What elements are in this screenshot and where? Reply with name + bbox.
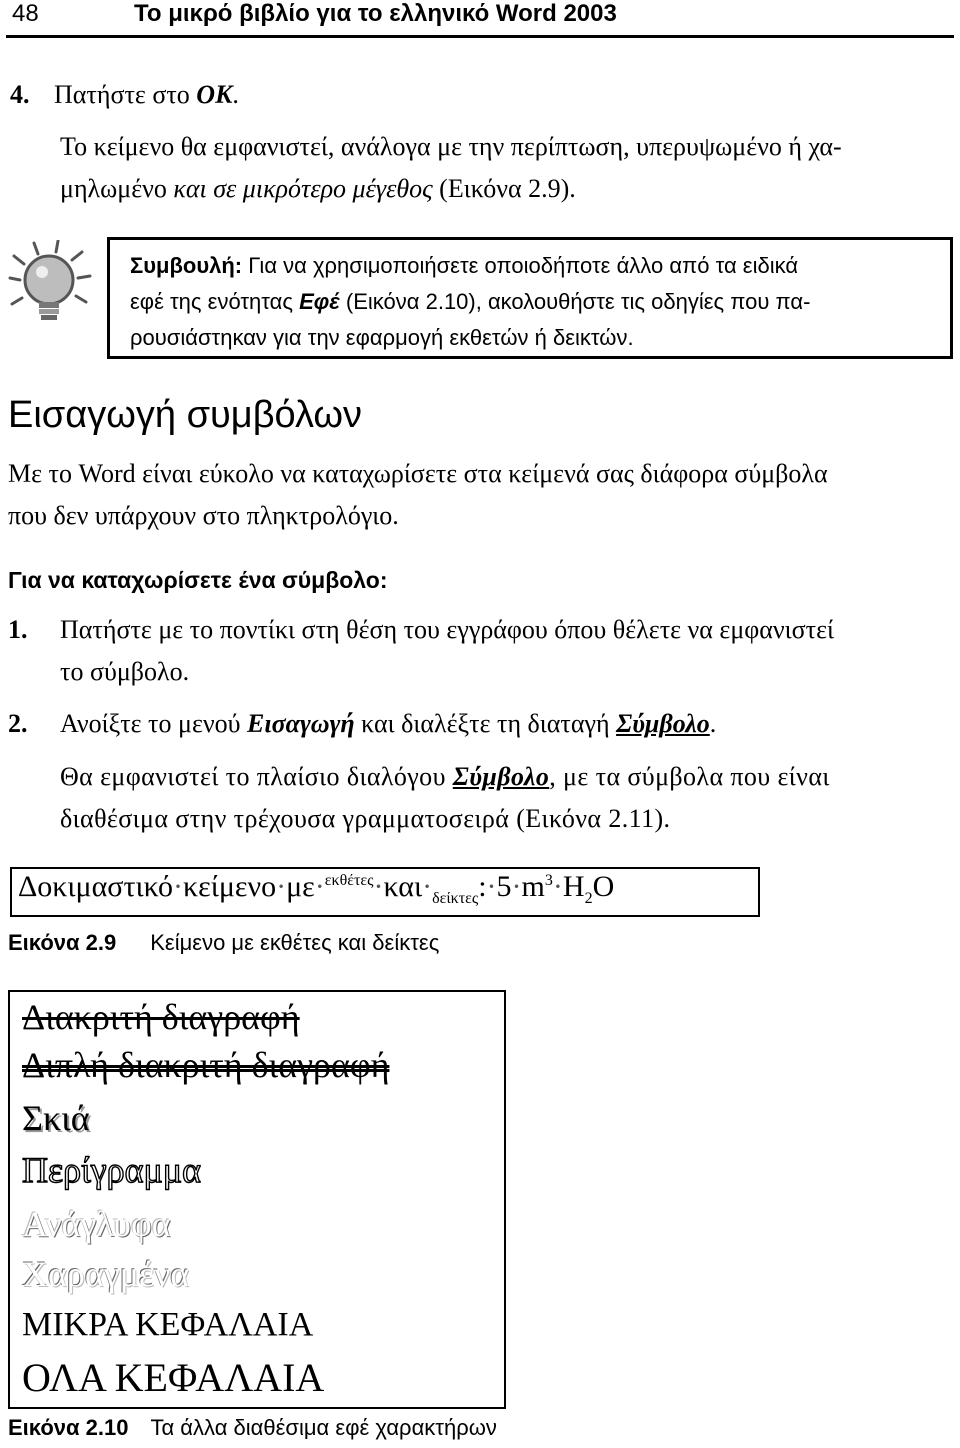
- tip-line: ρουσιάστηκαν για την εφαρμογή εκθετών ή δεικτών.: [130, 325, 634, 350]
- paragraph-line: [60, 756, 830, 798]
- step-1: [8, 609, 28, 651]
- subscript-text: δείκτες: [432, 890, 479, 907]
- paragraph-line: το σύμβολο.: [60, 657, 190, 686]
- text-run: (Εικόνα 2.10), ακολουθήστε τις οδηγίες που πα-: [339, 289, 811, 314]
- text-run: Ανοίξτε το μενού: [60, 709, 247, 738]
- paragraph-line: Το κείμενο θα εμφανιστεί, ανάλογα με την περίπτωση, υπερυψωμένο ή χα-: [60, 132, 842, 161]
- paragraph-1: [60, 126, 842, 210]
- caption-text: Κείμενο με εκθέτες και δείκτες: [150, 930, 440, 955]
- ok-label: ΟΚ: [196, 80, 233, 109]
- caption-text: Τα άλλα διαθέσιμα εφέ χαρακτήρων: [150, 1415, 497, 1440]
- step-text: Πατήστε στο: [54, 80, 197, 109]
- word: H: [562, 870, 585, 903]
- text-run: Για να χρησιμοποιήσετε οποιοδήποτε άλλο από τα ειδικά: [242, 253, 799, 278]
- caption-number: Εικόνα 2.10: [8, 1415, 129, 1440]
- exponent: 3: [544, 872, 553, 889]
- section-title: Εισαγωγή συμβόλων: [8, 394, 363, 436]
- effect-emboss: Ανάγλυφα: [22, 1204, 171, 1244]
- effect-engrave: Χαραγμένα: [22, 1254, 190, 1294]
- figure-2-9-text: $\Delta o\kappa\iota\mu\alpha\sigma\tau\iota\kappa ό\cdot\kappa\varepsilon ί\mu\varepsilon\nu o\cdot\mu\varepsilon\cdot^{\varepsilon\kappa\theta έ\tau\varepsilon\varsigma}\cdot\kappa\alpha\iota\cdot_{\delta\varepsilon ί\kappa\tau\varepsilon\varsigma}:\cdot 5\cdot m^3\cdot H_2O$: [18, 870, 615, 907]
- menu-name: Εισαγωγή: [247, 709, 355, 738]
- tip-label: Συμβουλή:: [130, 253, 243, 278]
- paragraph-line: διαθέσιμα στην τρέχουσα γραμματοσειρά (Εικόνα 2.11).: [60, 804, 671, 833]
- figure-2-9-caption: [8, 930, 439, 956]
- effect-strikethrough: Διακριτή διαγραφή: [22, 997, 300, 1037]
- header-rule: [6, 35, 954, 38]
- step-number: 2.: [8, 709, 28, 738]
- word: m: [521, 870, 545, 903]
- word: 5: [496, 870, 512, 903]
- book-title: Το μικρό βιβλίο για το ελληνικό Word 2003: [134, 0, 617, 27]
- colon: :: [478, 870, 487, 903]
- paragraph-line: που δεν υπάρχουν στο πληκτρολόγιο.: [8, 501, 399, 530]
- text-run: και διαλέξτε τη διαταγή: [354, 709, 617, 738]
- word: με: [286, 870, 315, 903]
- subheading: Για να καταχωρίσετε ένα σύμβολο:: [8, 567, 388, 593]
- intro-paragraph: [8, 453, 828, 537]
- step-2-text: [60, 703, 716, 745]
- paragraph-line: [60, 168, 842, 210]
- subscript-digit: 2: [584, 890, 593, 907]
- effect-double-strikethrough: Διπλή διακριτή διαγραφή: [22, 1045, 390, 1085]
- word: O: [592, 870, 615, 903]
- step-number: 1.: [8, 615, 28, 644]
- text-run: .: [709, 709, 717, 738]
- page-number: 48: [12, 0, 39, 27]
- step-4: [10, 74, 239, 116]
- effect-all-caps: ΟΛΑ ΚΕΦΑΛΑΙΑ: [22, 1355, 325, 1400]
- word: και: [383, 870, 423, 903]
- step-2: [8, 703, 28, 745]
- step-number: 4.: [10, 80, 30, 109]
- step-end: .: [232, 80, 239, 109]
- figure-2-10-caption: [8, 1415, 497, 1441]
- effects-term: Εφέ: [299, 289, 340, 314]
- word: Δοκιμαστικό: [18, 870, 174, 903]
- text-run: εφέ της ενότητας: [130, 289, 300, 314]
- tip-text: [130, 248, 935, 356]
- text-run: μηλωμένο: [60, 174, 174, 203]
- command-name: Σύμβολο: [616, 709, 710, 738]
- step-1-text: [60, 609, 834, 693]
- dialog-name: Σύμβολο: [452, 762, 550, 791]
- lightbulb-icon: [6, 240, 96, 330]
- paragraph-line: Πατήστε με το ποντίκι στη θέση του εγγράφου όπου θέλετε να εμφανιστεί: [60, 615, 835, 644]
- paragraph-line: Με το Word είναι εύκολο να καταχωρίσετε στα κείμενά σας διάφορα σύμβολα: [8, 459, 828, 488]
- text-run: , με τα σύμβολα που είναι: [549, 762, 830, 791]
- text-run: (Εικόνα 2.9).: [432, 174, 576, 203]
- tip-line: [130, 284, 935, 320]
- tip-line: [130, 248, 935, 284]
- word: κείμενο: [183, 870, 277, 903]
- text-run: Θα εμφανιστεί το πλαίσιο διαλόγου: [60, 762, 453, 791]
- superscript-text: εκθέτες: [324, 872, 374, 889]
- effect-outline: Περίγραμμα: [22, 1150, 201, 1190]
- effect-small-caps: ΜΙΚΡΑ ΚΕΦΑΛΑΙΑ: [22, 1306, 314, 1343]
- step-2-result: [60, 756, 830, 840]
- italic-text: και σε μικρότερο μέγεθος: [173, 174, 433, 203]
- caption-number: Εικόνα 2.9: [8, 930, 117, 955]
- effect-shadow: Σκιά: [22, 1098, 90, 1138]
